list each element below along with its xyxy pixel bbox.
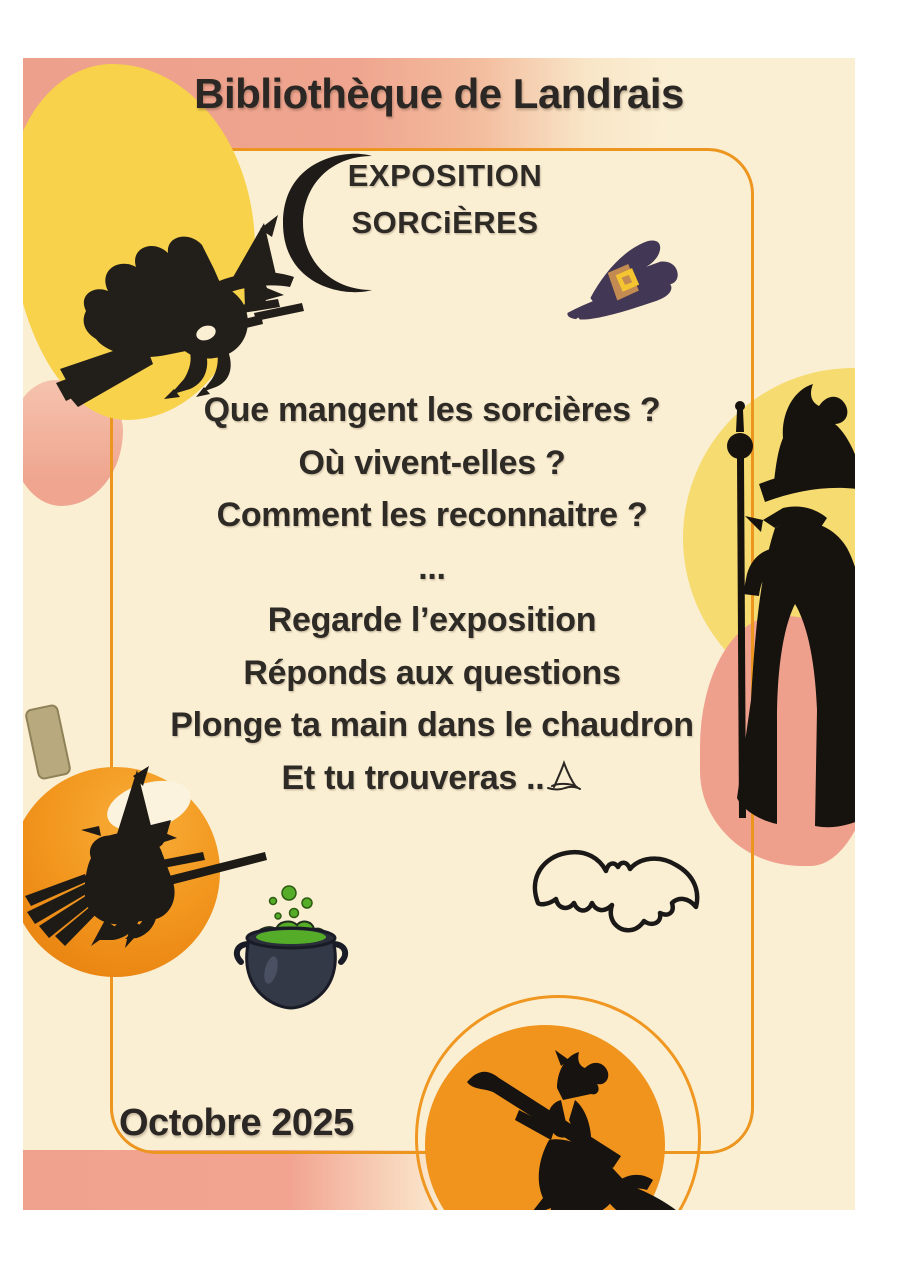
poster-title: Bibliothèque de Landrais	[194, 70, 684, 117]
wizard-silhouette-icon	[699, 380, 855, 832]
question-1: Que mangent les sorcières ?	[203, 391, 661, 429]
instruction-4-text: Et tu trouveras ..	[281, 758, 545, 797]
witch-in-circle-icon	[463, 1048, 713, 1210]
poster-body-text	[76, 384, 788, 804]
exhibition-subtitle	[300, 152, 590, 246]
instruction-3: Plonge ta main dans le chaudron	[170, 706, 694, 744]
watercolor-bottom-band	[23, 1150, 453, 1210]
bat-outline-icon	[528, 843, 713, 943]
subtitle-line-2: SORCiÈRES	[351, 205, 539, 240]
question-3: Comment les reconnaitre ?	[216, 496, 648, 534]
poster	[23, 58, 855, 1210]
instruction-2: Réponds aux questions	[243, 653, 621, 692]
question-2: Où vivent-elles ?	[298, 443, 566, 482]
instruction-4	[76, 752, 788, 805]
poster-date: Octobre 2025	[119, 1102, 354, 1144]
instruction-1: Regarde l’exposition	[267, 601, 597, 639]
ellipsis-line: ...	[418, 548, 446, 587]
subtitle-line-1: EXPOSITION	[347, 158, 543, 193]
small-witch-hat-doodle-icon	[546, 759, 582, 793]
cauldron-icon	[229, 882, 353, 1012]
